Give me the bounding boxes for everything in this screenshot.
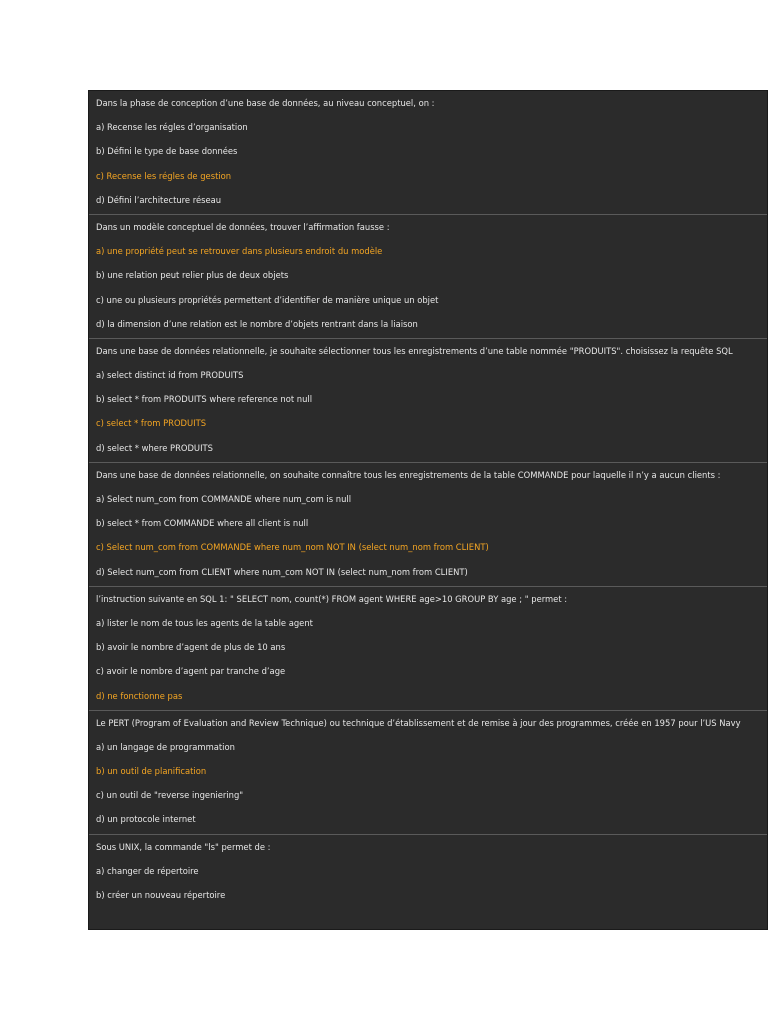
question-block: [89, 215, 767, 339]
answer-option: b) select * from COMMANDE where all client is null: [96, 518, 309, 529]
answer-option: d) un protocole internet: [96, 814, 196, 825]
answer-option: c) avoir le nombre d’agent par tranche d’age: [96, 666, 286, 677]
question-text: Dans une base de données relationnelle, je souhaite sélectionner tous les enregistrements d’une table nommée "PRODUITS". choisissez la requête SQL: [96, 345, 733, 356]
question-text: Dans une base de données relationnelle, on souhaite connaître tous les enregistrements de la table COMMANDE pour laquelle il n’y a aucun clients :: [96, 469, 721, 480]
answer-option: b) créer un nouveau répertoire: [96, 890, 226, 900]
quiz-panel: [88, 90, 768, 930]
question-block: [89, 91, 767, 215]
question-text: Dans un modèle conceptuel de données, trouver l’affirmation fausse :: [96, 221, 390, 232]
correct-answer-option: c) Select num_com from COMMANDE where num_nom NOT IN (select num_nom from CLIENT): [96, 542, 489, 553]
question-text: Sous UNIX, la commande "ls" permet de :: [96, 841, 271, 852]
answer-option: a) un langage de programmation: [96, 741, 235, 752]
question-block: [89, 835, 767, 910]
question-block: [89, 587, 767, 711]
question-text: Dans la phase de conception d’une base de données, au niveau conceptuel, on :: [96, 98, 435, 108]
answer-option: a) Select num_com from COMMANDE where num_com is null: [96, 494, 352, 504]
answer-option: d) la dimension d’une relation est le nombre d’objets rentrant dans la liaison: [96, 318, 418, 329]
question-text: l’instruction suivante en SQL 1: " SELECT nom, count(*) FROM agent WHERE age>10 GROUP BY age ; " permet :: [96, 593, 568, 604]
answer-option: c) une ou plusieurs propriétés permettent d’identifier de manière unique un objet: [96, 294, 439, 305]
answer-option: b) une relation peut relier plus de deux objets: [96, 270, 289, 281]
question-block: [89, 711, 767, 835]
question-block: [89, 339, 767, 463]
answer-option: a) changer de répertoire: [96, 865, 199, 876]
answer-option: b) avoir le nombre d’agent de plus de 10 ans: [96, 642, 286, 653]
answer-option: d) Défini l’architecture réseau: [96, 194, 222, 205]
answer-option: d) select * where PRODUITS: [96, 442, 213, 453]
question-text: Le PERT (Program of Evaluation and Review Technique) ou technique d’établissement et de remise à jour des programmes, créée en 1957 pour l’US Navy: [96, 717, 741, 728]
answer-option: d) Select num_com from CLIENT where num_com NOT IN (select num_nom from CLIENT): [96, 566, 468, 577]
correct-answer-option: a) une propriété peut se retrouver dans plusieurs endroit du modèle: [96, 246, 383, 257]
correct-answer-option: b) un outil de planification: [96, 766, 207, 777]
answer-option: a) select distinct id from PRODUITS: [96, 370, 244, 381]
answer-option: b) Défini le type de base données: [96, 146, 238, 157]
answer-option: b) select * from PRODUITS where reference not null: [96, 394, 313, 405]
correct-answer-option: d) ne fonctionne pas: [96, 690, 183, 701]
correct-answer-option: c) select * from PRODUITS: [96, 418, 207, 429]
answer-option: c) un outil de "reverse ingeniering": [96, 790, 244, 801]
correct-answer-option: c) Recense les régles de gestion: [96, 170, 232, 181]
question-block: [89, 463, 767, 587]
answer-option: a) lister le nom de tous les agents de la table agent: [96, 617, 313, 628]
answer-option: a) Recense les régles d’organisation: [96, 122, 248, 133]
